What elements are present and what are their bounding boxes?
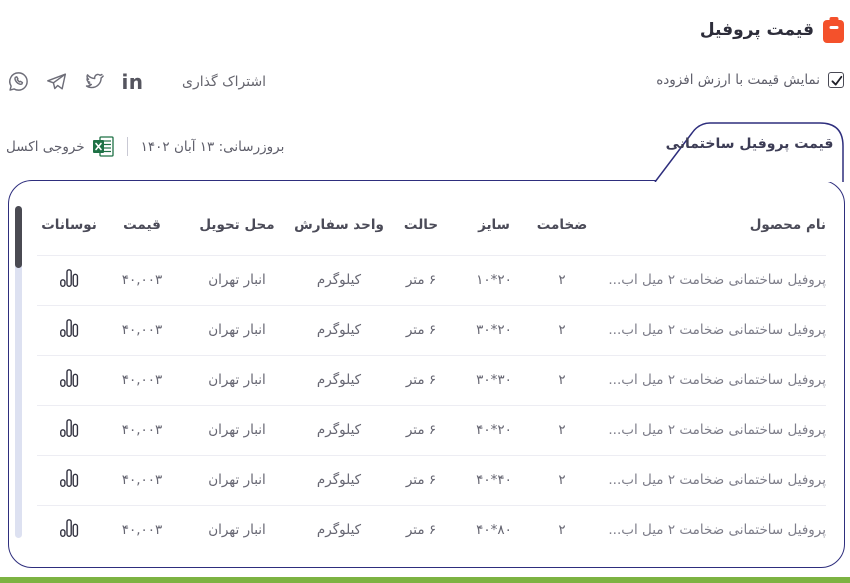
whatsapp-icon[interactable] [6,69,31,94]
column-header-thickness: ضخامت [533,195,591,255]
page-title: قیمت پروفیل [699,20,814,40]
section-divider-bar [0,577,850,583]
bar-chart-icon [58,367,80,389]
twitter-icon[interactable] [82,69,107,94]
thickness-cell: ۲ [533,355,591,405]
page-title-row [700,17,844,43]
fluctuations-cell[interactable] [37,505,101,555]
vat-checkbox[interactable] [828,72,844,88]
column-header-size: سایز [455,195,533,255]
price-cell: ۴۰,۰۰۳ [101,255,183,305]
price-cell: ۴۰,۰۰۳ [101,355,183,405]
tab-label[interactable]: قیمت پروفیل ساختمانی [665,136,834,152]
bar-chart-icon [58,467,80,489]
fluctuations-cell[interactable] [37,255,101,305]
size-cell: ۴۰*۲۰ [455,405,533,455]
vat-toggle-row [656,72,844,88]
column-header-product-name: نام محصول [591,195,826,255]
size-cell: ۳۰*۲۰ [455,305,533,355]
thickness-cell: ۲ [533,305,591,355]
fluctuations-cell[interactable] [37,355,101,405]
delivery-cell: انبار تهران [183,305,291,355]
state-cell: ۶ متر [387,455,455,505]
column-header-price: قیمت [101,195,183,255]
bar-chart-icon [58,417,80,439]
product-name-cell[interactable]: پروفیل ساختمانی ضخامت ۲ میل اب... [591,455,826,505]
linkedin-icon[interactable]: in [121,69,144,94]
delivery-cell: انبار تهران [183,455,291,505]
last-updated-text: بروزرسانی: ۱۳ آبان ۱۴۰۲ [140,138,285,155]
delivery-cell: انبار تهران [208,522,266,539]
price-cell: ۴۰,۰۰۳ [101,405,183,455]
unit-cell: کیلوگرم [291,305,387,355]
fluctuations-cell[interactable] [37,405,101,455]
delivery-cell: انبار تهران [183,355,291,405]
size-cell: ۴۰*۴۰ [455,455,533,505]
delivery-cell: انبار تهران [183,405,291,455]
table-row [37,355,826,405]
excel-export-button[interactable] [6,136,114,157]
table-row [37,305,826,355]
table-body [37,255,826,555]
bar-chart-icon [58,517,80,539]
size-cell: ۱۰*۲۰ [455,255,533,305]
state-cell: ۶ متر [387,405,455,455]
table-wrap [37,195,826,555]
export-row [6,136,284,157]
unit-cell: کیلوگرم [291,455,387,505]
fluctuations-cell[interactable] [37,455,101,505]
product-name-cell[interactable]: پروفیل ساختمانی ضخامت ۲ میل اب... [591,255,826,305]
tab-shape [654,122,845,182]
product-name-cell[interactable]: پروفیل ساختمانی ضخامت ۲ میل اب... [591,305,826,355]
column-header-order-unit: واحد سفارش [291,195,387,255]
column-header-fluctuations: نوسانات [37,195,101,255]
column-header-delivery-location: محل تحویل [183,195,291,255]
share-row [6,69,266,94]
unit-cell: کیلوگرم [291,355,387,405]
product-name-cell[interactable]: پروفیل ساختمانی ضخامت ۲ میل اب... [608,522,826,539]
check-icon [830,74,843,87]
price-cell: ۴۰,۰۰۳ [101,305,183,355]
delivery-cell: انبار تهران [183,255,291,305]
price-cell: ۴۰,۰۰۳ [101,455,183,505]
clipboard-icon [823,20,844,43]
excel-icon [92,136,114,157]
unit-cell: کیلوگرم [316,522,362,539]
share-label: اشتراک گذاری [182,73,267,90]
state-cell: ۶ متر [387,355,455,405]
size-cell: ۴۰*۸۰ [476,522,512,539]
telegram-icon[interactable] [44,69,69,94]
vertical-divider [127,137,128,156]
state-cell: ۶ متر [387,305,455,355]
table-header-row [37,195,826,255]
tab-building-profile[interactable] [654,122,845,182]
table-row [37,405,826,455]
scrollbar-track[interactable] [15,206,22,538]
column-header-state: حالت [387,195,455,255]
unit-cell: کیلوگرم [291,405,387,455]
bar-chart-icon [58,267,80,289]
bar-chart-icon [58,317,80,339]
unit-cell: کیلوگرم [291,255,387,305]
table-row [37,505,826,555]
scrollbar-thumb[interactable] [15,206,22,268]
table-row [37,255,826,305]
thickness-cell: ۲ [533,255,591,305]
vat-checkbox-label[interactable]: نمایش قیمت با ارزش افزوده [656,72,820,88]
price-cell: ۴۰,۰۰۳ [121,522,163,539]
size-cell: ۳۰*۳۰ [455,355,533,405]
excel-export-label: خروجی اکسل [6,138,85,155]
thickness-cell: ۲ [558,522,566,539]
price-table [37,195,826,555]
product-name-cell[interactable]: پروفیل ساختمانی ضخامت ۲ میل اب... [591,355,826,405]
thickness-cell: ۲ [533,455,591,505]
fluctuations-cell[interactable] [37,305,101,355]
thickness-cell: ۲ [533,405,591,455]
product-name-cell[interactable]: پروفیل ساختمانی ضخامت ۲ میل اب... [591,405,826,455]
table-row [37,455,826,505]
state-cell: ۶ متر [405,522,437,539]
state-cell: ۶ متر [387,255,455,305]
